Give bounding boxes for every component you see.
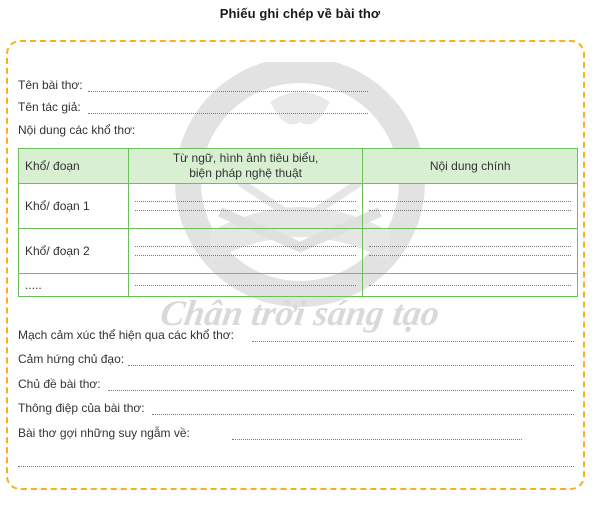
field-suy-ngam-line[interactable] — [232, 439, 522, 440]
field-cam-hung-label: Cảm hứng chủ đạo: — [18, 352, 125, 366]
table-header-row — [19, 149, 578, 184]
header-kho-doan: Khổ/ đoạn — [19, 149, 129, 184]
cell-tu-ngu-3[interactable] — [128, 274, 363, 297]
field-ten-tac-gia-label: Tên tác giả: — [18, 100, 81, 114]
field-ten-bai-tho-label: Tên bài thơ: — [18, 78, 83, 92]
field-thong-diep-label: Thông điệp của bài thơ: — [18, 401, 145, 415]
watermark-text: Chân trời sáng tạo — [157, 293, 443, 333]
field-thong-diep-line[interactable] — [152, 414, 574, 415]
field-mach-cam-xuc-label: Mạch cảm xúc thể hiện qua các khổ thơ: — [18, 328, 234, 342]
field-chu-de-label: Chủ đề bài thơ: — [18, 377, 101, 391]
field-extra-line[interactable] — [18, 466, 574, 467]
table-row — [19, 274, 578, 297]
row-label-kho-1: Khổ/ đoạn 1 — [19, 184, 129, 229]
header-tu-ngu — [128, 149, 363, 184]
field-suy-ngam-label: Bài thơ gợi những suy ngẫm về: — [18, 426, 190, 440]
cell-noi-dung-3[interactable] — [363, 274, 578, 297]
row-label-more: ..... — [19, 274, 129, 297]
field-chu-de-line[interactable] — [108, 390, 574, 391]
field-ten-tac-gia-line[interactable] — [88, 113, 368, 114]
cell-tu-ngu-2[interactable] — [128, 229, 363, 274]
cell-noi-dung-1[interactable] — [363, 184, 578, 229]
field-cam-hung-line[interactable] — [128, 365, 574, 366]
header-noi-dung-chinh: Nội dung chính — [363, 149, 578, 184]
stanza-table — [18, 148, 578, 297]
table-row — [19, 184, 578, 229]
row-label-kho-2: Khổ/ đoạn 2 — [19, 229, 129, 274]
header-tu-ngu-line2: biện pháp nghệ thuật — [189, 166, 302, 180]
header-tu-ngu-line1: Từ ngữ, hình ảnh tiêu biểu, — [172, 151, 319, 165]
field-noi-dung-label: Nội dung các khổ thơ: — [18, 123, 136, 137]
cell-tu-ngu-1[interactable] — [128, 184, 363, 229]
table-row — [19, 229, 578, 274]
cell-noi-dung-2[interactable] — [363, 229, 578, 274]
field-ten-bai-tho-line[interactable] — [88, 91, 368, 92]
field-mach-cam-xuc-line[interactable] — [252, 341, 574, 342]
page-title: Phiếu ghi chép về bài thơ — [219, 6, 381, 21]
